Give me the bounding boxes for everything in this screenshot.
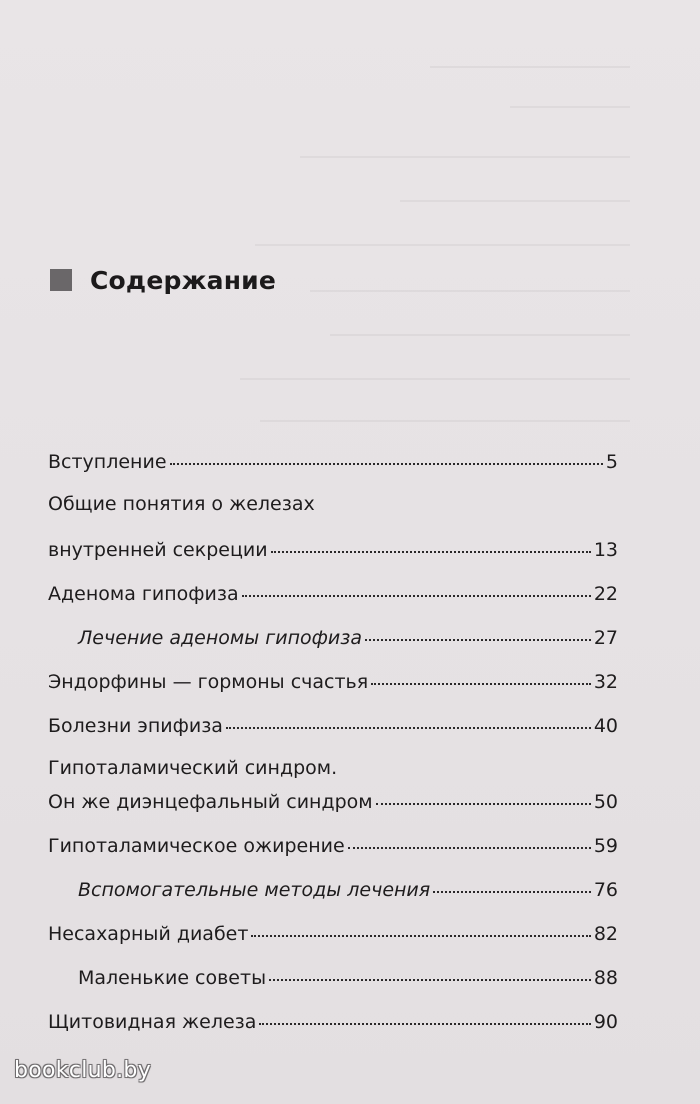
toc-entry-title: Щитовидная железа [48,1011,257,1033]
toc-entry [48,1010,618,1036]
leader-dots [269,979,591,981]
toc-entry [48,714,618,740]
toc-entry-page: 32 [593,671,618,693]
leader-dots [259,1023,590,1025]
toc-entry-title-line1: Гипоталамический синдром. [48,757,338,779]
toc-entry-title: Гипоталамическое ожирение [48,835,345,857]
leader-dots [251,935,590,937]
leader-dots [371,683,591,685]
toc-entry-title-line1: Общие понятия о железах [48,493,315,515]
site-watermark: bookclub.by [14,1058,152,1083]
toc-entry-page: 88 [593,967,618,989]
toc-entry [48,790,618,816]
toc-entry-title: Вступление [48,451,167,473]
toc-entry-title: Аденома гипофиза [48,583,239,605]
toc-entry-title: Маленькие советы [78,967,267,989]
toc-entry [48,538,618,564]
toc-entry [48,450,618,476]
toc-entry-page: 22 [593,583,618,605]
toc-entry [48,922,618,948]
toc-entry-title: внутренней секреции [48,539,268,561]
toc-entry [48,834,618,860]
toc-entry-title: Вспомогательные методы лечения [78,879,431,901]
toc-entry-page: 50 [593,791,618,813]
toc-entry-title: Болезни эпифиза [48,715,223,737]
toc-subentry [78,878,618,904]
toc-entry-page: 76 [593,879,618,901]
toc-entry-page: 13 [593,539,618,561]
leader-dots [348,847,591,849]
leader-dots [376,803,591,805]
leader-dots [365,639,591,641]
toc-entry [48,582,618,608]
toc-entry-page: 40 [593,715,618,737]
toc-entry-page: 82 [593,923,618,945]
leader-dots [226,727,591,729]
toc-subentry [78,626,618,652]
toc-entry [48,670,618,696]
toc-entry-page: 59 [593,835,618,857]
toc-entry-page: 27 [593,627,618,649]
toc-entry-title: Несахарный диабет [48,923,249,945]
leader-dots [170,463,603,465]
toc-entry-page: 90 [593,1011,618,1033]
toc-entry-title: Он же диэнцефальный синдром [48,791,373,813]
toc-subentry [78,966,618,992]
toc-entry-page: 5 [605,451,618,473]
leader-dots [271,551,591,553]
leader-dots [242,595,591,597]
leader-dots [433,891,591,893]
toc-entry-title: Лечение аденомы гипофиза [78,627,362,649]
page-title: Содержание [90,265,277,295]
toc-entry-title: Эндорфины — гормоны счастья [48,671,369,693]
